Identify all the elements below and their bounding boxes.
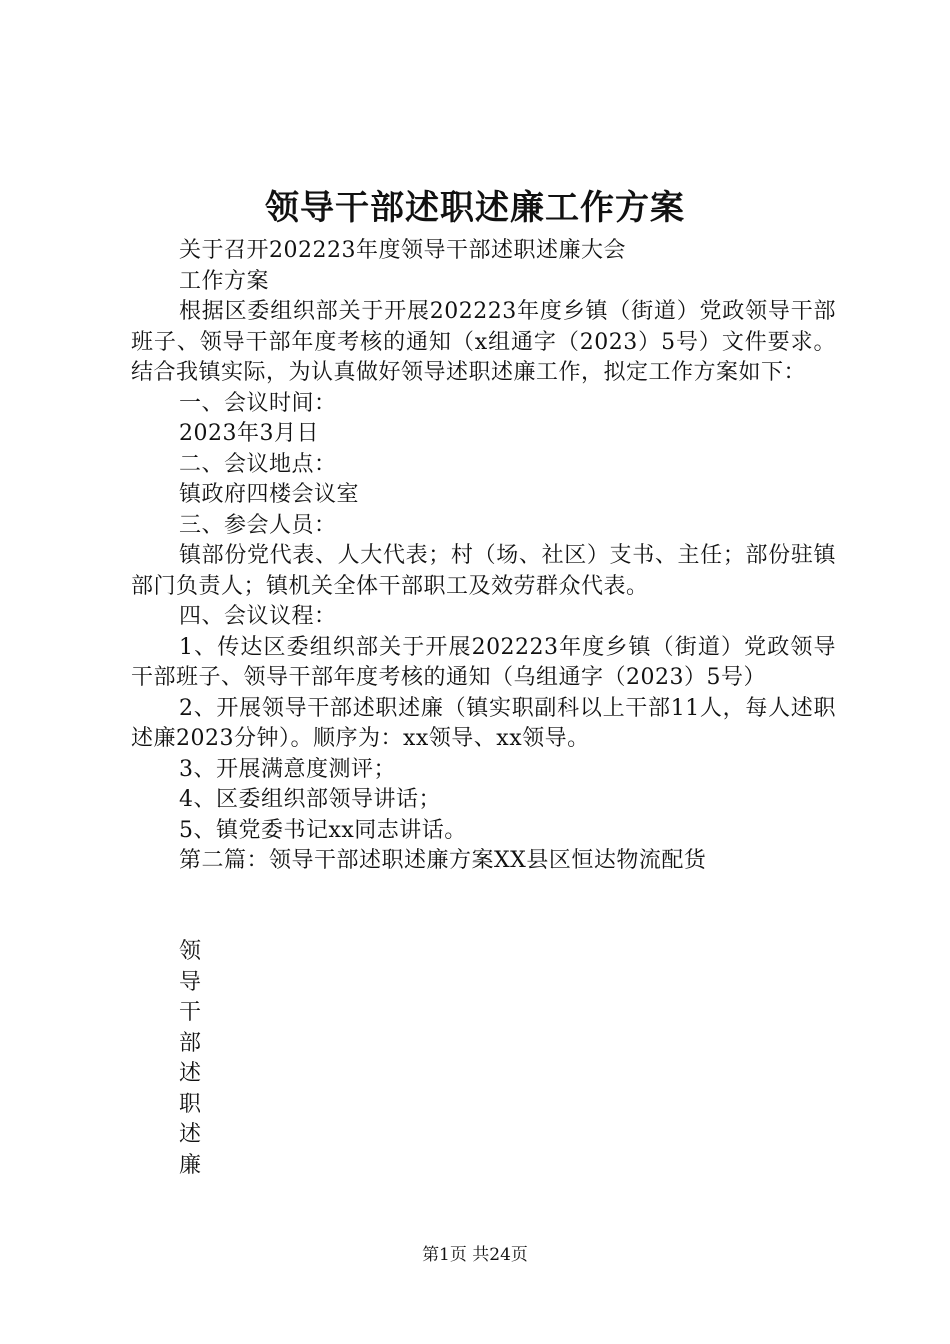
vertical-char: 廉	[179, 1152, 202, 1178]
vertical-text	[179, 937, 209, 1181]
vertical-char: 导	[179, 969, 202, 995]
agenda-item: 3、开展满意度测评；	[179, 756, 396, 782]
paragraph: 镇部份党代表、人大代表；村（场、社区）支书、主任；部份驻镇部门负责人；镇机关全体干部职工及效劳群众代表。	[131, 543, 836, 599]
paragraph: 根据区委组织部关于开展202223年度乡镇（街道）党政领导干部班子、领导干部年度考核的通知（x组通字（2023）5号）文件要求。结合我镇实际，为认真做好领导述职述廉工作，拟定工作方案如下：	[131, 299, 836, 385]
paragraph: 2023年3月日	[179, 421, 319, 446]
section-heading: 三、参会人员：	[179, 512, 337, 538]
paragraph: 第二篇：领导干部述职述廉方案XX县区恒达物流配货	[179, 848, 707, 873]
agenda-item: 1、传达区委组织部关于开展202223年度乡镇（街道）党政领导干部班子、领导干部年度考核的通知（乌组通字（2023）5号）	[131, 634, 836, 690]
vertical-char: 部	[179, 1030, 202, 1056]
agenda-item: 2、开展领导干部述职述廉（镇实职副科以上干部11人，每人述职述廉2023分钟）。顺序为：xx领导、xx领导。	[131, 695, 836, 751]
vertical-char: 领	[179, 939, 202, 964]
document-body	[131, 236, 836, 877]
section-heading: 二、会议地点：	[179, 451, 337, 477]
paragraph: 镇政府四楼会议室	[179, 482, 360, 507]
vertical-char: 述	[179, 1061, 202, 1086]
agenda-item: 4、区委组织部领导讲话；	[179, 787, 441, 812]
section-heading: 四、会议议程：	[179, 604, 337, 629]
paragraph: 工作方案	[179, 268, 270, 294]
agenda-item: 5、镇党委书记xx同志讲话。	[179, 817, 467, 843]
vertical-char: 述	[179, 1122, 202, 1147]
document-title: 领导干部述职述廉工作方案	[265, 188, 685, 228]
section-heading: 一、会议时间：	[179, 390, 337, 416]
vertical-char: 干	[179, 1000, 202, 1025]
paragraph: 关于召开202223年度领导干部述职述廉大会	[179, 238, 626, 263]
vertical-char: 职	[179, 1091, 202, 1117]
page-footer: 第1页 共24页	[422, 1245, 528, 1265]
